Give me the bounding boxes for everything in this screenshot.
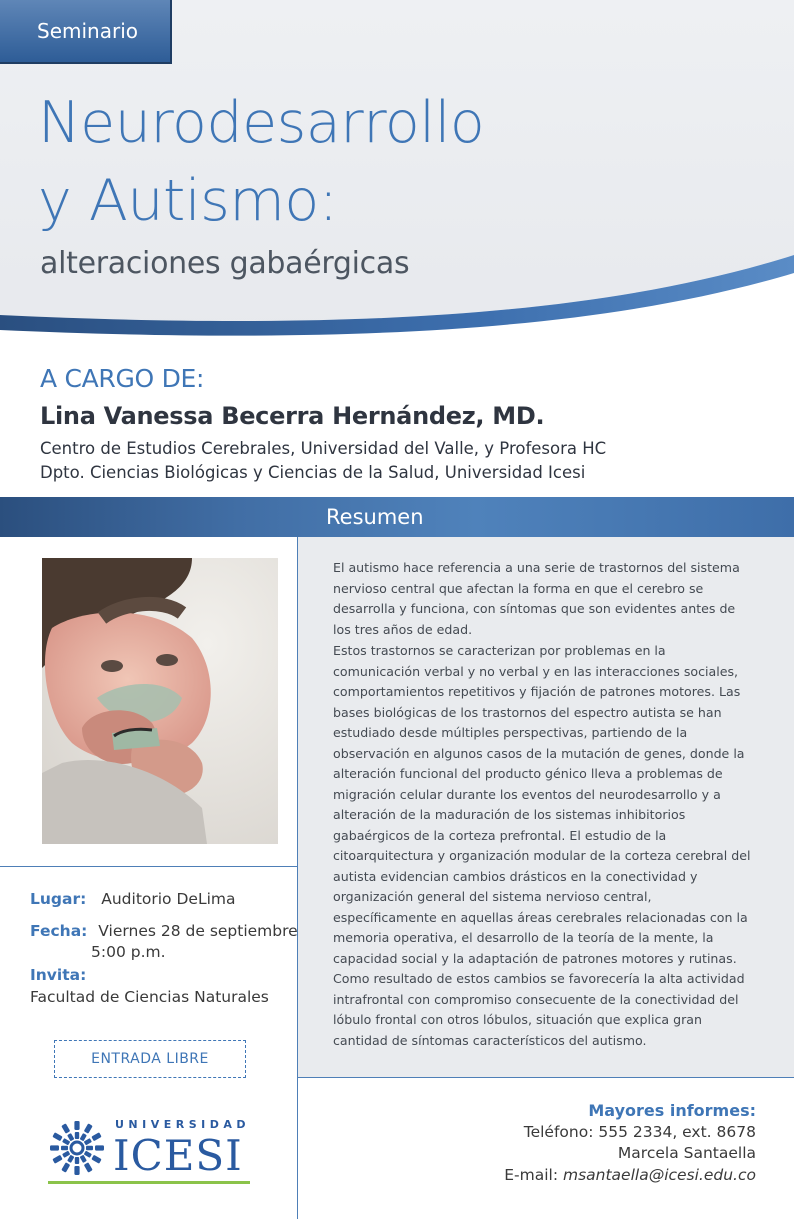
divider-vertical xyxy=(297,1077,298,1219)
page-subtitle: alteraciones gabaérgicas xyxy=(40,246,410,281)
title-line-1: Neurodesarrollo xyxy=(38,90,485,156)
seminario-tag xyxy=(0,0,172,64)
contact-email-row xyxy=(504,1165,756,1187)
invita-label: Invita: xyxy=(30,966,87,984)
contact-person: Marcela Santaella xyxy=(617,1144,756,1162)
speaker-affiliation-1: Centro de Estudios Cerebrales, Universidad del Valle, y Profesora HC xyxy=(40,439,607,458)
abstract-paragraph-1: El autismo hace referencia a una serie de trastornos del sistema nervioso central que afectan la forma en que el cerebro se desarrolla y funciona, con síntomas que son evidentes antes de los tres años de edad. xyxy=(333,560,740,637)
title-line-2: y Autismo: xyxy=(38,168,338,234)
resumen-heading: Resumen xyxy=(326,505,424,529)
lugar-value: Auditorio DeLima xyxy=(101,890,236,908)
divider-right xyxy=(297,1077,794,1078)
contact-block xyxy=(504,1100,756,1186)
logo-universidad: UNIVERSIDAD xyxy=(115,1118,251,1131)
contact-phone: Teléfono: 555 2334, ext. 8678 xyxy=(523,1122,756,1141)
fecha-row xyxy=(30,922,298,940)
resumen-bar xyxy=(0,497,794,537)
logo-underline xyxy=(48,1181,250,1184)
abstract-text xyxy=(333,558,753,1052)
fecha-time: 5:00 p.m. xyxy=(91,943,166,961)
seminario-label: Seminario xyxy=(37,19,138,43)
speaker-name: Lina Vanessa Becerra Hernández, MD. xyxy=(40,402,545,430)
entrada-libre-badge: ENTRADA LIBRE xyxy=(54,1040,246,1078)
page-title xyxy=(38,84,484,240)
speaker-affiliation-2: Dpto. Ciencias Biológicas y Ciencias de la Salud, Universidad Icesi xyxy=(40,463,586,482)
divider-left xyxy=(0,866,297,867)
fecha-label: Fecha: xyxy=(30,922,88,940)
child-photo xyxy=(42,558,278,844)
contact-email[interactable]: msantaella@icesi.edu.co xyxy=(562,1165,756,1184)
speaker-label: A CARGO DE: xyxy=(40,364,205,393)
logo-icesi: ICESI xyxy=(113,1131,243,1180)
icesi-logo-icon xyxy=(48,1119,106,1177)
lugar-row xyxy=(30,890,235,908)
lugar-label: Lugar: xyxy=(30,890,87,908)
invita-value: Facultad de Ciencias Naturales xyxy=(30,988,269,1006)
contact-email-label: E-mail: xyxy=(504,1165,563,1184)
fecha-value-1: Viernes 28 de septiembre xyxy=(98,922,298,940)
contact-heading: Mayores informes: xyxy=(588,1101,756,1120)
abstract-paragraph-2: Estos trastornos se caracterizan por problemas en la comunicación verbal y no verbal y en las interacciones sociales, comportamientos repetitivos y fijación de patrones motores. Las bases biológicas de los trastornos del espectro autista se han estudiado desde múltiples perspectivas, partiendo de la observación en algunos casos de la mutación de genes, donde la alteración funcional del producto génico lleva a problemas de migración celular durante los eventos del neurodesarrollo y a alteración de la maduración de los sistemas inhibitorios gabaérgicos de la corteza prefrontal. El estudio de la citoarquitectura y organización modular de la corteza cerebral del autista evidencian cambios drásticos en la conectividad y organización general del sistema nervioso central, específicamente en aquellas áreas cerebrales relacionadas con la memoria operativa, el desarrollo de la teoría de la mente, la capacidad social y la adaptación de patrones motores y rutinas. Como resultado de estos cambios se favorecería la alta actividad intrafrontal con compromiso consecuente de la conectividad del lóbulo frontal con otros lóbulos, situación que explica gran cantidad de síntomas característicos del autismo. xyxy=(333,643,751,1048)
